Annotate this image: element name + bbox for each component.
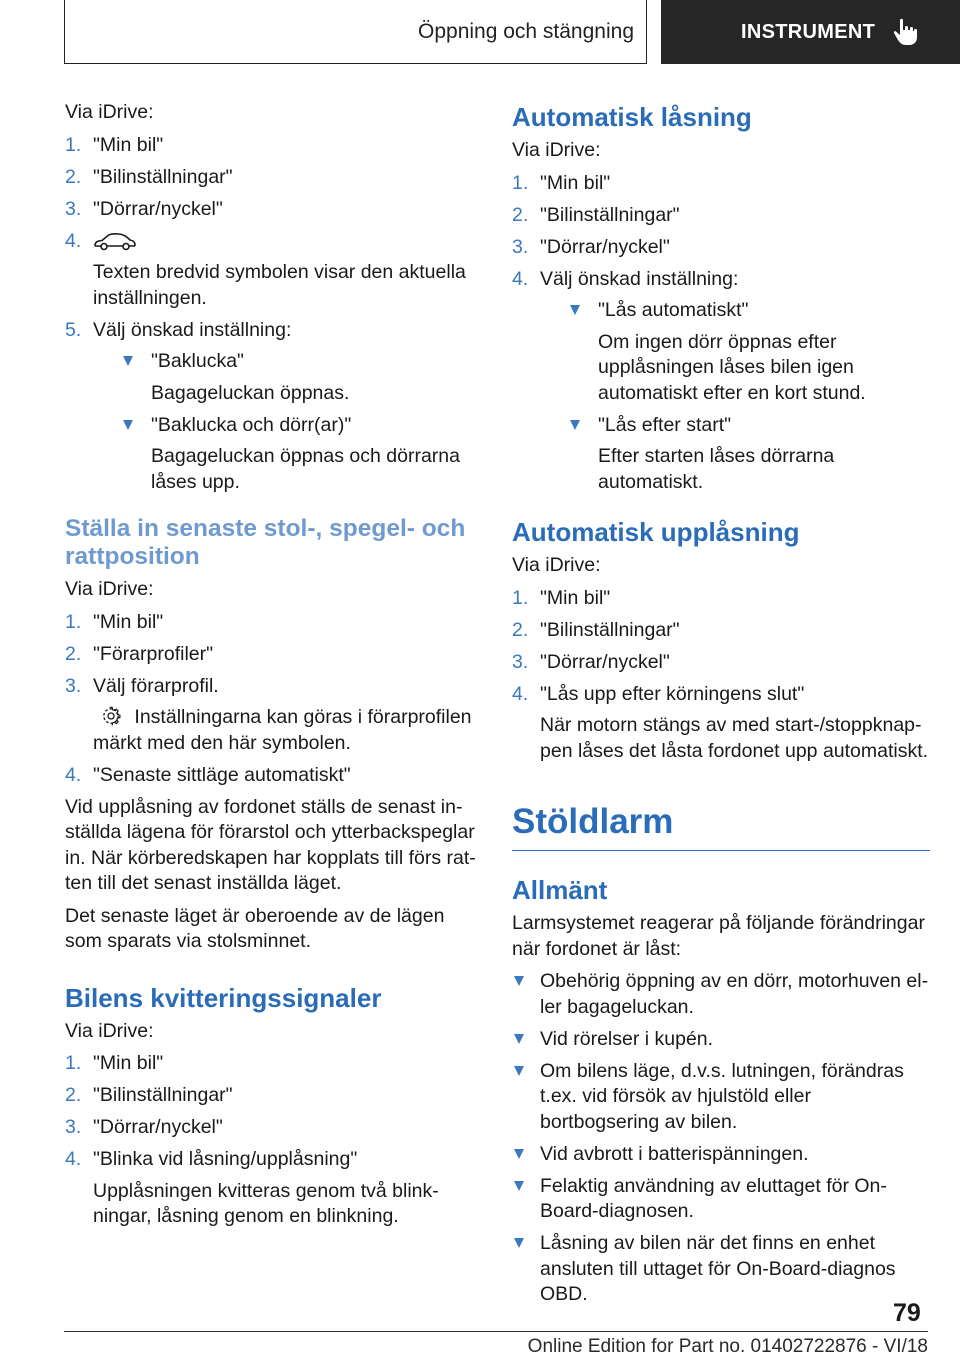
general-heading: Allmänt <box>512 875 608 905</box>
seat-paragraph: Vid upplåsning av fordonet ställs de senast inställda lägena för förarstol och ytterbackspeglar in. När körberedskapen har kopplats till förs ratten till det senast inställda läget. <box>65 795 476 894</box>
triangle-bullet-icon <box>570 305 580 315</box>
option-list <box>93 349 480 495</box>
theft-alarm-heading: Stöldlarm <box>512 802 930 851</box>
left-column <box>65 100 480 1236</box>
list-item: Om bilens läge, d.v.s. lutningen, förändras t.ex. vid försök av hjulstöld eller bortbogsering av bilen. <box>512 1059 930 1136</box>
alarm-trigger-list <box>512 969 930 1308</box>
triangle-bullet-icon <box>123 420 133 430</box>
edition-footer: Online Edition for Part no. 01402722876 - VI/18 <box>527 1336 928 1357</box>
list-item: Felaktig användning av eluttaget för On-Board-diagnosen. <box>512 1174 930 1225</box>
footer-divider <box>64 1331 928 1332</box>
list-item: 1. "Min bil" <box>65 610 164 633</box>
auto-lock-steps <box>512 171 930 496</box>
auto-unlock-intro: Via iDrive: <box>512 554 601 576</box>
list-item: 2. "Bilinställningar" <box>512 618 680 641</box>
seat-steps <box>65 610 480 789</box>
list-item: 1. "Min bil" <box>512 171 611 194</box>
triangle-bullet-icon <box>514 1238 524 1248</box>
car-icon <box>93 231 137 251</box>
chapter-title: INSTRUMENT <box>741 20 876 43</box>
ack-intro: Via iDrive: <box>65 1019 154 1042</box>
list-item: Låsning av bilen när det finns en enhet ansluten till uttaget för On-Board-diagnos OBD. <box>512 1231 930 1308</box>
triangle-bullet-icon <box>514 976 524 986</box>
option-list <box>540 298 930 495</box>
list-item: 3. "Dörrar/nyckel" <box>512 650 670 673</box>
auto-unlock-heading: Automatisk upplåsning <box>512 517 800 547</box>
profile-note: Inställningarna kan göras i förarprofilen märkt med den här symbolen. <box>93 706 472 754</box>
section-title: Öppning och stängning <box>418 19 634 43</box>
auto-lock-intro: Via iDrive: <box>512 139 601 161</box>
list-item: 4. Välj önskad inställning: "Lås automatiskt" Om ingen dörr öppnas efter upplåsningen låses bilen igen automatiskt efter en kort stund. "Lås efter start" Efter starten låses dörrarna automatiskt. <box>512 267 930 496</box>
triangle-bullet-icon <box>514 1066 524 1076</box>
chapter-tab <box>661 0 960 64</box>
list-item: Vid avbrott i batterispänningen. <box>512 1142 930 1168</box>
list-item: 3. "Dörrar/nyckel" <box>65 1116 223 1138</box>
auto-lock-heading: Automatisk låsning <box>512 102 752 132</box>
triangle-bullet-icon <box>514 1149 524 1159</box>
list-item: 4. "Lås upp efter körningens slut" När motorn stängs av med start-/stoppknappen låses det låsta fordonet upp automatiskt. <box>512 682 929 762</box>
ack-signals-heading: Bilens kvitteringssignaler <box>65 982 382 1013</box>
list-item: 4. "Senaste sittläge automatiskt" <box>65 763 351 786</box>
auto-unlock-steps <box>512 586 930 765</box>
list-item: 1. "Min bil" <box>65 1052 164 1074</box>
list-item: 3. "Dörrar/nyckel" <box>65 197 223 220</box>
general-intro: Larmsystemet reagerar på följande förändringar när fordonet är låst: <box>512 912 925 960</box>
triangle-bullet-icon <box>123 356 133 366</box>
intro-text: Via iDrive: <box>65 101 154 123</box>
list-item: 3. "Dörrar/nyckel" <box>512 235 670 258</box>
list-item: Vid rörelser i kupén. <box>512 1027 930 1053</box>
list-item: 2. "Bilinställningar" <box>65 165 233 188</box>
list-item: 4. Texten bredvid symbolen visar den aktuella inställningen. <box>65 229 466 309</box>
right-column <box>512 100 930 1314</box>
list-item: 4. "Blinka vid låsning/upplåsning" Upplåsningen kvitteras genom två blinkningar, låsning genom en blinkning. <box>65 1148 439 1227</box>
triangle-bullet-icon <box>514 1181 524 1191</box>
option-item: "Baklucka och dörr(ar)" Bagageluckan öppnas och dörrarna låses upp. <box>93 413 480 496</box>
page-number: 79 <box>893 1299 921 1327</box>
list-item: Obehörig öppning av en dörr, motorhuven eller bagageluckan. <box>512 969 930 1020</box>
list-item: 3. Välj förarprofil. Inställningarna kan göras i förarprofilen märkt med den här symbolen. <box>65 674 480 757</box>
seat-paragraph: Det senaste läget är oberoende av de lägen som sparats via stolsminnet. <box>65 904 445 952</box>
option-item: "Baklucka" Bagageluckan öppnas. <box>93 349 480 406</box>
list-item: 2. "Bilinställningar" <box>512 203 680 226</box>
triangle-bullet-icon <box>570 420 580 430</box>
door-settings-steps <box>65 133 480 496</box>
hand-pointer-icon <box>893 18 919 46</box>
list-item: 2. "Bilinställningar" <box>65 1084 233 1106</box>
list-item: 1. "Min bil" <box>65 133 164 156</box>
gear-icon <box>101 706 121 726</box>
triangle-bullet-icon <box>514 1034 524 1044</box>
list-item: 1. "Min bil" <box>512 586 611 609</box>
option-item: "Lås automatiskt" Om ingen dörr öppnas efter upplåsningen låses bilen igen automatiskt efter en kort stund. <box>540 298 930 406</box>
option-item: "Lås efter start" Efter starten låses dörrarna automatiskt. <box>540 413 930 496</box>
page-header <box>0 0 960 64</box>
ack-steps <box>65 1051 480 1230</box>
seat-position-heading: Ställa in senaste stol-, spegel- och rattposition <box>65 515 466 570</box>
list-item: 5. Välj önskad inställning: "Baklucka" Bagageluckan öppnas. "Baklucka och dörr(ar)" Bagageluckan öppnas och dörrarna låses upp. <box>65 318 480 496</box>
seat-intro: Via iDrive: <box>65 578 154 600</box>
list-item: 2. "Förarprofiler" <box>65 642 214 665</box>
section-tab <box>64 0 647 64</box>
